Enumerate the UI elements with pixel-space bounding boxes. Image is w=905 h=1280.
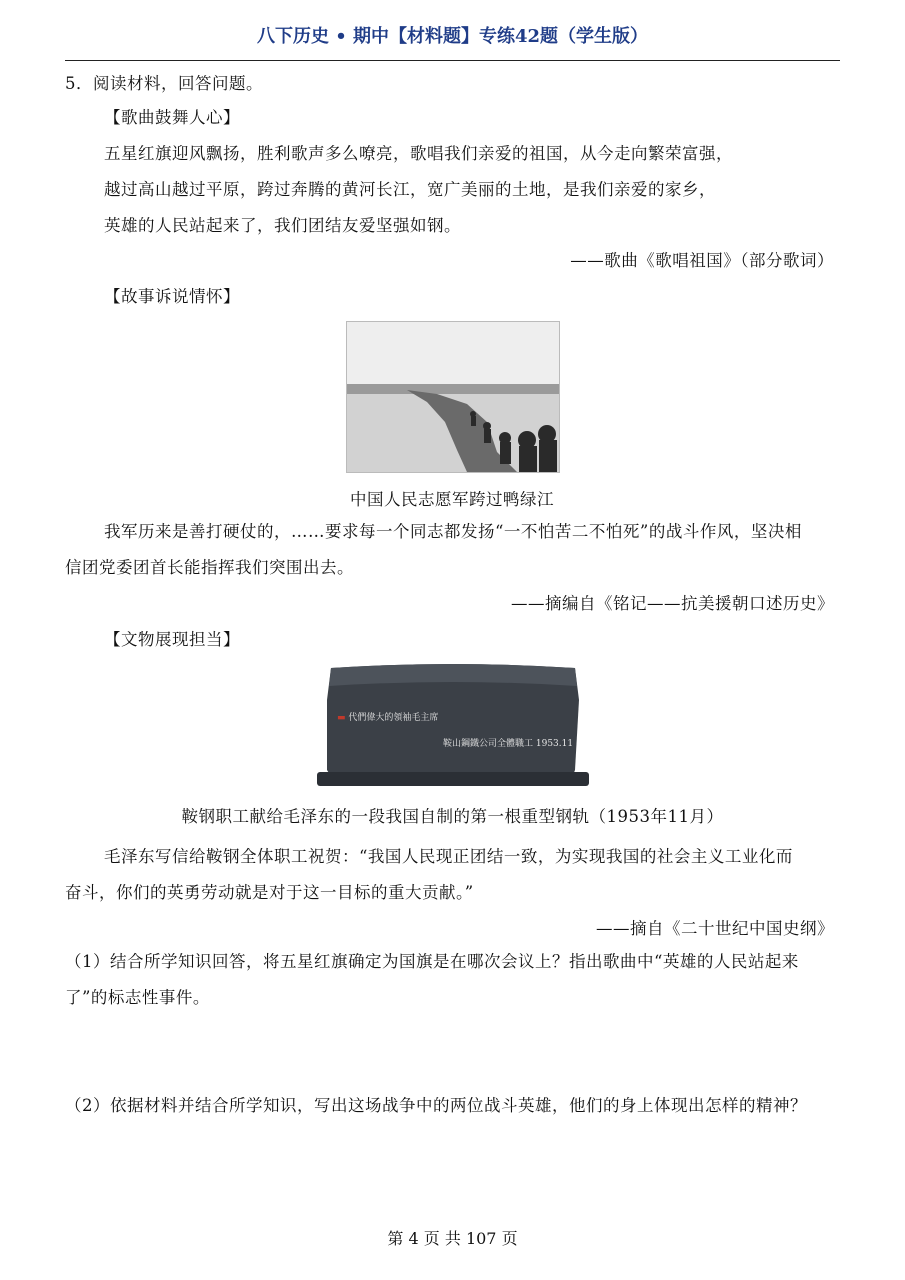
rail-inscription-1: ▬ 代們偉大的領袖毛主席: [337, 713, 439, 723]
section1-source: ——歌曲《歌唱祖国》（部分歌词）: [570, 251, 834, 270]
section2-heading: 【故事诉说情怀】: [104, 287, 240, 306]
section2-source: ——摘编自《铭记——抗美援朝口述历史》: [511, 594, 834, 613]
page-header-title: 八下历史 • 期中【材料题】专练42题（学生版）: [256, 26, 649, 47]
rail-inscription-2: 鞍山鋼鐵公司全體職工 1953.11: [443, 739, 574, 749]
sub-question-1-line-2: 了”的标志性事件。: [65, 988, 210, 1007]
section3-heading: 【文物展现担当】: [104, 630, 240, 649]
steel-rail-illustration: [313, 660, 593, 792]
section3-source: ——摘自《二十世纪中国史纲》: [596, 919, 834, 938]
rail-caption: 鞍钢职工献给毛泽东的一段我国自制的第一根重型钢轨（1953年11月）: [181, 807, 724, 826]
sub-question-1-line-1: （1）结合所学知识回答，将五星红旗确定为国旗是在哪次会议上？指出歌曲中“英雄的人民站起来: [65, 952, 799, 971]
story-line-2: 信团党委团首长能指挥我们突围出去。: [65, 558, 354, 577]
volunteer-army-illustration: [347, 322, 559, 472]
steel-rail-photo: [313, 660, 593, 792]
song-line-2: 越过高山越过平原，跨过奔腾的黄河长江，宽广美丽的土地，是我们亲爱的家乡，: [104, 180, 716, 199]
sub-question-2: （2）依据材料并结合所学知识，写出这场战争中的两位战斗英雄，他们的身上体现出怎样的精神？: [65, 1096, 807, 1115]
photo-caption: 中国人民志愿军跨过鸭绿江: [350, 490, 554, 509]
page-number: 第 4 页 共 107 页: [387, 1229, 518, 1248]
song-line-1: 五星红旗迎风飘扬，胜利歌声多么嘹亮，歌唱我们亲爱的祖国，从今走向繁荣富强，: [104, 144, 733, 163]
story-line-1: 我军历来是善打硬仗的，……要求每一个同志都发扬“一不怕苦二不怕死”的战斗作风，坚决相: [104, 522, 802, 541]
section1-heading: 【歌曲鼓舞人心】: [104, 108, 240, 127]
header-divider: [65, 60, 840, 61]
letter-line-1: 毛泽东写信给鞍钢全体职工祝贺：“我国人民现正团结一致，为实现我国的社会主义工业化而: [104, 847, 793, 866]
song-line-3: 英雄的人民站起来了，我们团结友爱坚强如钢。: [104, 216, 461, 235]
letter-line-2: 奋斗，你们的英勇劳动就是对于这一目标的重大贡献。”: [65, 883, 474, 902]
volunteer-army-photo: [346, 321, 560, 473]
question-intro: 5．阅读材料，回答问题。: [65, 74, 263, 93]
